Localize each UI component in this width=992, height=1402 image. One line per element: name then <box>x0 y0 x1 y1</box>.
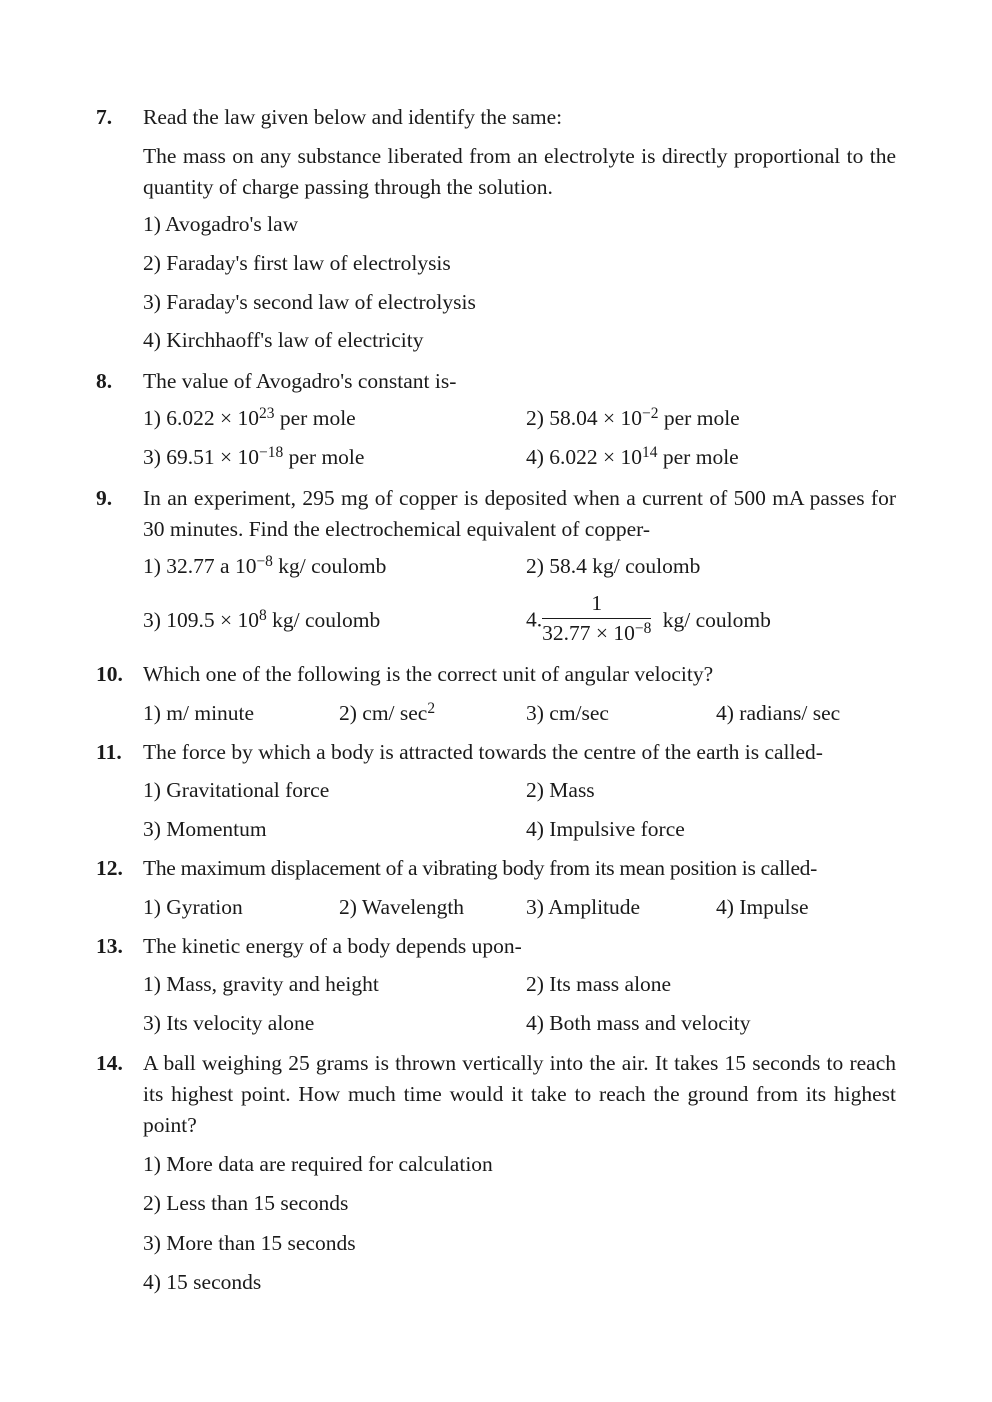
exponent: −2 <box>642 405 659 423</box>
denominator-text: 32.77 × 10 <box>542 621 635 645</box>
option-3: 3) Amplitude <box>526 895 641 919</box>
option-text: 3) 109.5 × 10 <box>143 608 260 632</box>
option-4 <box>526 592 771 648</box>
option-text: 2) cm/ sec <box>339 701 428 725</box>
option-text: 2) 58.04 × 10 <box>526 406 643 430</box>
question-number: 13. <box>96 934 123 958</box>
option-1: 1) Mass, gravity and height <box>143 972 379 996</box>
question-text: The maximum displacement of a vibrating body from its mean position is called- <box>143 856 817 880</box>
option-2: 2) Its mass alone <box>526 972 672 996</box>
fraction <box>542 590 651 646</box>
option-2: 2) Mass <box>526 778 595 802</box>
exponent: 2 <box>427 700 436 718</box>
option-4 <box>526 445 739 470</box>
option-3 <box>143 445 364 470</box>
question-text: A ball weighing 25 grams is thrown vertically into the air. It takes 15 seconds to reach its highest point. How much time would it take to reach the ground from its highest point? <box>143 1051 896 1137</box>
question-text: Which one of the following is the correct unit of angular velocity? <box>143 662 714 686</box>
question-text: The kinetic energy of a body depends upon- <box>143 934 522 958</box>
question-text: The force by which a body is attracted towards the centre of the earth is called- <box>143 740 823 764</box>
option-text: 4) radians/ sec <box>716 701 841 725</box>
question-number: 14. <box>96 1051 123 1075</box>
question-number: 9. <box>96 486 113 510</box>
option-text: 1) 32.77 a 10 <box>143 554 257 578</box>
option-text: 3) cm/sec <box>526 701 609 725</box>
question-text: Read the law given below and identify the same: <box>143 105 563 129</box>
exponent: 14 <box>642 444 658 462</box>
exponent: −18 <box>259 444 284 462</box>
option-2 <box>526 554 700 579</box>
option-4: 4) Impulse <box>716 895 809 919</box>
option-2: 2) Faraday's first law of electrolysis <box>143 251 451 275</box>
option-2 <box>526 406 740 431</box>
question-text: The value of Avogadro's constant is- <box>143 369 457 393</box>
option-1: 1) Avogadro's law <box>143 212 299 236</box>
option-text: 1) 6.022 × 10 <box>143 406 260 430</box>
option-1: 1) Gravitational force <box>143 778 330 802</box>
option-label: 4. <box>526 607 543 632</box>
option-1 <box>143 554 386 579</box>
option-2 <box>339 701 435 726</box>
option-3: 3) More than 15 seconds <box>143 1231 356 1255</box>
option-unit: kg/ coulomb <box>266 608 381 632</box>
option-unit: per mole <box>283 445 365 469</box>
option-unit: kg/ coulomb <box>272 554 387 578</box>
option-1: 1) More data are required for calculation <box>143 1152 493 1176</box>
option-unit: per mole <box>657 445 739 469</box>
option-unit: kg/ coulomb <box>662 607 771 632</box>
option-text: 2) 58.4 kg/ coulomb <box>526 554 701 578</box>
option-1: 1) Gyration <box>143 895 243 919</box>
option-text: 4) 6.022 × 10 <box>526 445 643 469</box>
option-4: 4) Kirchhaoff's law of electricity <box>143 328 424 352</box>
question-number: 11. <box>96 740 122 764</box>
option-4 <box>716 701 840 726</box>
option-text: 1) m/ minute <box>143 701 255 725</box>
option-unit: per mole <box>658 406 740 430</box>
option-4: 4) 15 seconds <box>143 1270 262 1294</box>
exponent: 8 <box>259 607 267 625</box>
exponent: 23 <box>259 405 275 423</box>
option-1 <box>143 701 254 726</box>
option-3 <box>526 701 609 726</box>
fraction-denominator <box>542 619 651 646</box>
option-text: 3) 69.51 × 10 <box>143 445 260 469</box>
option-1 <box>143 406 356 431</box>
question-number: 8. <box>96 369 113 393</box>
option-unit: per mole <box>274 406 356 430</box>
option-3: 3) Momentum <box>143 817 267 841</box>
option-4: 4) Impulsive force <box>526 817 685 841</box>
exponent: −8 <box>256 553 273 571</box>
fraction-numerator: 1 <box>542 590 651 619</box>
question-number: 10. <box>96 662 123 686</box>
exponent: −8 <box>634 620 652 638</box>
option-3: 3) Its velocity alone <box>143 1011 315 1035</box>
question-passage: The mass on any substance liberated from an electrolyte is directly proportional to the quantity of charge passing through the solution. <box>143 144 896 199</box>
option-2: 2) Wavelength <box>339 895 465 919</box>
question-number: 12. <box>96 856 123 880</box>
option-4: 4) Both mass and velocity <box>526 1011 751 1035</box>
question-number: 7. <box>96 105 113 129</box>
question-text: In an experiment, 295 mg of copper is deposited when a current of 500 mA passes for 30 minutes. Find the electrochemical equivalent of copper- <box>143 486 896 541</box>
option-2: 2) Less than 15 seconds <box>143 1191 349 1215</box>
option-3: 3) Faraday's second law of electrolysis <box>143 290 476 314</box>
option-3 <box>143 608 380 633</box>
